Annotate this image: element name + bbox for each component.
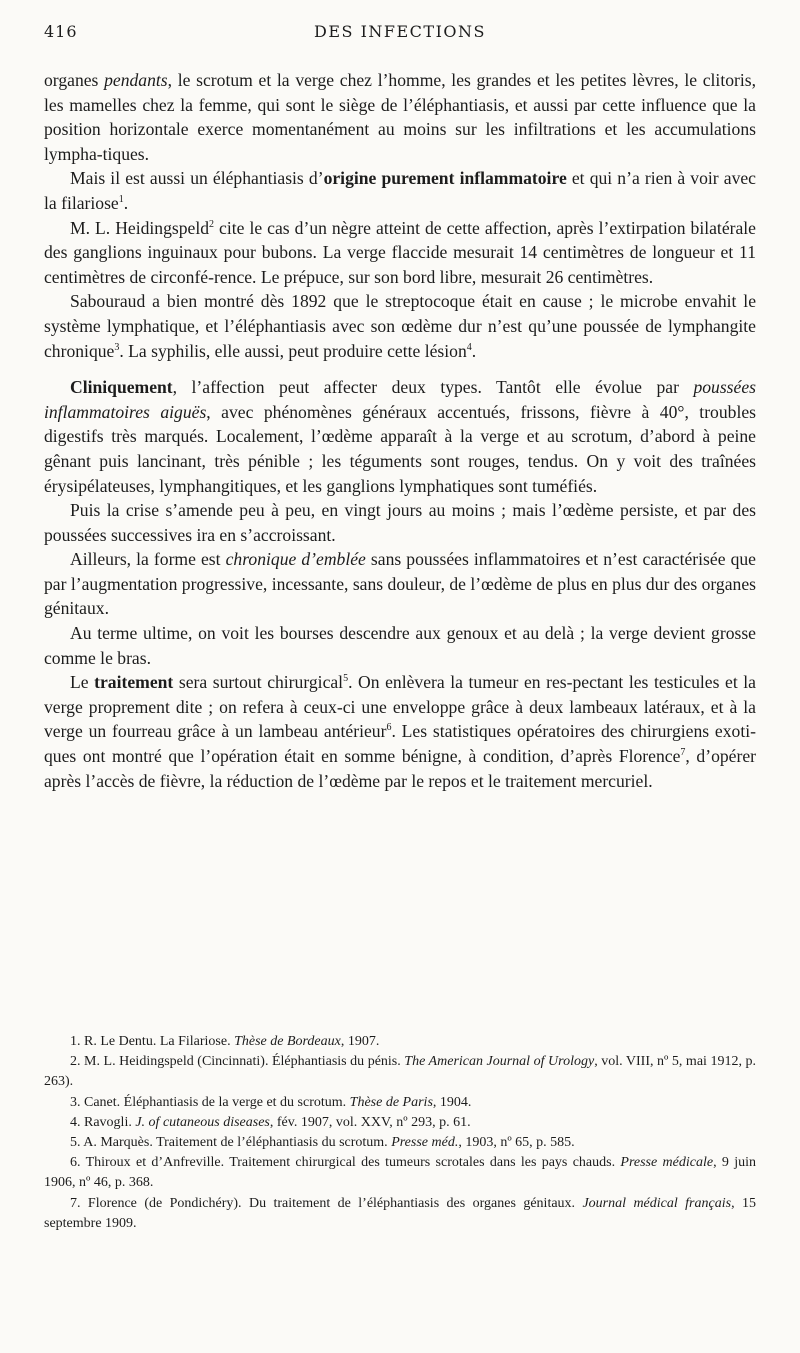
- paragraph-7: [44, 547, 756, 621]
- text-run: 4. Ravogli.: [70, 1114, 136, 1130]
- italic-run: J. of cutaneous diseases: [135, 1114, 270, 1130]
- page-header: [44, 22, 756, 44]
- text-run: , 9 juin 1906, nº 46, p. 368.: [44, 1155, 757, 1191]
- paragraph-9: [44, 670, 756, 793]
- footnote-6: [44, 1153, 756, 1193]
- text-run: , le scrotum et la verge chez l’homme, les grandes et les petites lèvres, le clitoris, les mamelles chez la femme, qui sont le siège de l’éléphantiasis, et aussi par cette influence que la position horizontale exerce momentanément au moins sur les infiltrations et les accumulations lympha-tiques.: [44, 70, 756, 164]
- footnote-ref[interactable]: 5: [343, 673, 349, 685]
- footnote-ref[interactable]: 7: [680, 747, 686, 759]
- footnote-ref[interactable]: 4: [466, 341, 472, 353]
- text-run: Le: [70, 672, 95, 693]
- italic-run: Thèse de Bordeaux: [234, 1034, 341, 1049]
- bold-run: traitement: [94, 672, 174, 693]
- text-run: , fév. 1907, vol. XXV, nº 293, p. 61.: [269, 1114, 471, 1130]
- text-run: 1. R. Le Dentu. La Filariose.: [70, 1034, 235, 1049]
- italic-run: Journal médical français: [582, 1195, 732, 1211]
- running-head: DES INFECTIONS: [314, 22, 486, 41]
- text-run: 2. M. L. Heidingspeld (Cincinnati). Éléphantiasis du pénis.: [70, 1054, 405, 1070]
- text-run: , avec phénomènes généraux accentués, frissons, fièvre à 40°, troubles digestifs très marqués. Localement, l’œdème apparaît à la verge et au scrotum, d’abord à peine gênant puis lancinant, très pénible ; les téguments sont rouges, tendus. On y voit des traînées érysipélateuses, lymphangitiques, et les ganglions lymphatiques sont tuméfiés.: [44, 401, 756, 496]
- text-run: , l’affection peut affecter deux types. Tantôt elle évolue par: [172, 377, 694, 398]
- text-run: organes: [44, 70, 105, 90]
- text-run: 3. Canet. Éléphantiasis de la verge et du scrotum.: [70, 1094, 350, 1110]
- italic-run: Presse méd.: [391, 1135, 459, 1151]
- bold-run: Cliniquement: [70, 377, 173, 398]
- italic-run: poussées inflammatoires aiguës: [44, 377, 756, 422]
- italic-run: Presse médicale: [620, 1155, 714, 1171]
- text-run: 5. A. Marquès. Traitement de l’éléphantiasis du scrotum.: [70, 1135, 392, 1151]
- footnote-ref[interactable]: 3: [114, 341, 120, 353]
- footnote-1: [44, 1032, 756, 1052]
- text-run: , 1903, nº 65, p. 585.: [458, 1135, 575, 1151]
- text-run: Ailleurs, la forme est: [70, 549, 226, 570]
- paragraph-4: [44, 289, 756, 363]
- text-run: Au terme ultime, on voit les bourses descendre aux genoux et au delà ; la verge devient grosse comme le bras.: [44, 623, 756, 668]
- text-run: Sabouraud a bien montré dès 1892 que le streptocoque était en cause ; le microbe envahit le système lymphatique, et l’éléphantiasis avec son œdème dur n’est qu’une poussée de lymphangite chronique: [44, 291, 756, 361]
- paragraph-2: [44, 166, 756, 215]
- text-run: . La syphilis, elle aussi, peut produire cette lésion: [119, 340, 467, 361]
- footnote-2: [44, 1052, 756, 1092]
- text-run: Mais il est aussi un éléphantiasis d’: [70, 168, 324, 189]
- text-run: sans poussées inflammatoires et n’est caractérisée que par l’augmentation progressive, incessante, sans douleur, de l’œdème de plus en plus dur des organes génitaux.: [44, 549, 756, 619]
- footnote-3: [44, 1093, 756, 1113]
- text-run: , 1907.: [340, 1034, 380, 1049]
- text-run: , d’opérer après l’accès de fièvre, la réduction de l’œdème par le repos et le traitement mercuriel.: [44, 746, 756, 791]
- footnote-ref[interactable]: 6: [386, 722, 392, 734]
- text-run: , vol. VIII, nº 5, mai 1912, p. 263).: [44, 1054, 756, 1090]
- text-run: Puis la crise s’amende peu à peu, en vingt jours au moins ; mais l’œdème persiste, et par des poussées successives ira en s’accroissant.: [44, 500, 756, 545]
- text-run: 6. Thiroux et d’Anfreville. Traitement chirurgical des tumeurs scrotales dans les pays chauds.: [70, 1155, 621, 1171]
- italic-run: Thèse de Paris: [349, 1094, 433, 1110]
- text-run: M. L. Heidingspeld: [70, 217, 210, 238]
- text-run: cite le cas d’un nègre atteint de cette affection, après l’extirpation bilatérale des ganglions inguinaux pour bubons. La verge flaccide mesurait 14 centimètres de longueur et 11 centimètres de circonfé-rence. Le prépuce, sur son bord libre, mesurait 26 centimètres.: [44, 217, 756, 287]
- text-run: .: [123, 192, 129, 213]
- text-run: et qui n’a rien à voir avec la filariose: [44, 168, 756, 213]
- paragraph-5: [44, 375, 756, 498]
- footnote-ref[interactable]: 2: [209, 218, 215, 230]
- text-run: , 1904.: [432, 1094, 472, 1110]
- footnote-7: [44, 1194, 756, 1234]
- paragraph-3: [44, 216, 756, 290]
- body-text: [44, 68, 756, 793]
- italic-run: chronique d’emblée: [225, 549, 366, 570]
- footnote-4: [44, 1113, 756, 1133]
- bold-run: origine purement inflammatoire: [323, 168, 567, 189]
- italic-run: The American Journal of Urology: [404, 1054, 595, 1070]
- text-run: . On enlèvera la tumeur en res-pectant les testicules et la verge proprement dite ; on refera à ceux-ci une enveloppe grâce à deux lambeaux latéraux, et à la verge un fourreau grâce à un lambeau antérieur: [44, 672, 756, 742]
- footnotes: [44, 1032, 756, 1234]
- footnote-ref[interactable]: 1: [118, 194, 124, 206]
- text-run: .: [471, 340, 477, 361]
- footnote-5: [44, 1133, 756, 1153]
- text-run: sera surtout chirurgical: [173, 672, 344, 693]
- paragraph-8: [44, 621, 756, 670]
- paragraph-1: [44, 68, 756, 166]
- paragraph-6: [44, 498, 756, 547]
- page-number: 416: [44, 22, 78, 41]
- text-run: . Les statistiques opératoires des chirurgiens exoti-ques ont montré que l’opération était en somme bénigne, à condition, d’après Florence: [44, 721, 756, 767]
- text-run: 7. Florence (de Pondichéry). Du traitement de l’éléphantiasis des organes génitaux.: [70, 1195, 583, 1211]
- text-run: , 15 septembre 1909.: [44, 1195, 756, 1231]
- italic-run: pendants: [104, 70, 168, 90]
